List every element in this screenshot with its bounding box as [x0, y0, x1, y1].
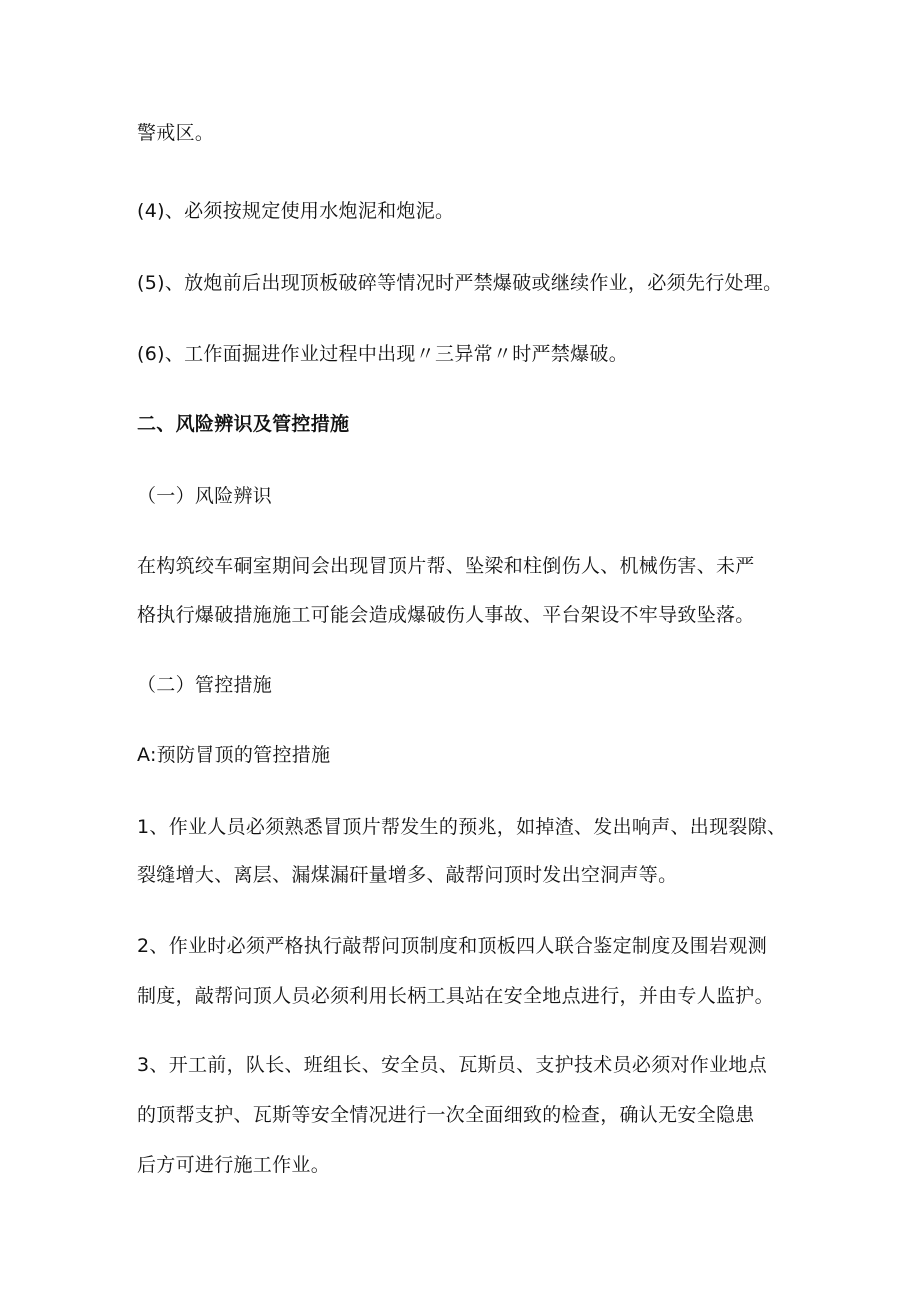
text-line-warning-zone: 警戒区。: [137, 122, 215, 144]
paragraph-measure-1-line-1: 1、作业人员必须熟悉冒顶片帮发生的预兆，如掉渣、发出响声、出现裂隙、: [137, 816, 787, 838]
paragraph-measure-3-line-1: 3、开工前，队长、班组长、安全员、瓦斯员、支护技术员必须对作业地点: [137, 1054, 767, 1076]
text-line-item-4: (4)、必须按规定使用水炮泥和炮泥。: [137, 200, 455, 222]
paragraph-measure-1-line-2: 裂缝增大、离层、漏煤漏矸量增多、敲帮问顶时发出空洞声等。: [137, 864, 678, 886]
subheading-risk-identification: （一）风险辨识: [137, 485, 273, 507]
subheading-control-measures: （二）管控措施: [137, 674, 273, 696]
paragraph-measure-3-line-3: 后方可进行施工作业。: [137, 1154, 331, 1176]
paragraph-measure-2-line-2: 制度，敲帮问顶人员必须利用长柄工具站在安全地点进行，并由专人监护。: [137, 985, 774, 1007]
text-line-item-6: (6)、工作面掘进作业过程中出现〃三异常〃时严禁爆破。: [137, 343, 629, 365]
text-line-item-5: (5)、放炮前后出现顶板破碎等情况时严禁爆破或继续作业，必须先行处理。: [137, 272, 783, 294]
paragraph-risk-line-1: 在构筑绞车硐室期间会出现冒顶片帮、坠梁和柱倒伤人、机械伤害、未严: [137, 555, 755, 577]
paragraph-measure-3-line-2: 的顶帮支护、瓦斯等安全情况进行一次全面细致的检查，确认无安全隐患: [137, 1104, 755, 1126]
subheading-roof-fall-prevention: A:预防冒顶的管控措施: [137, 744, 331, 766]
paragraph-measure-2-line-1: 2、作业时必须严格执行敲帮问顶制度和顶板四人联合鉴定制度及围岩观测: [137, 935, 767, 957]
section-heading-risk: 二、风险辨识及管控措施: [137, 413, 350, 435]
paragraph-risk-line-2: 格执行爆破措施施工可能会造成爆破伤人事故、平台架设不牢导致坠落。: [137, 604, 755, 626]
